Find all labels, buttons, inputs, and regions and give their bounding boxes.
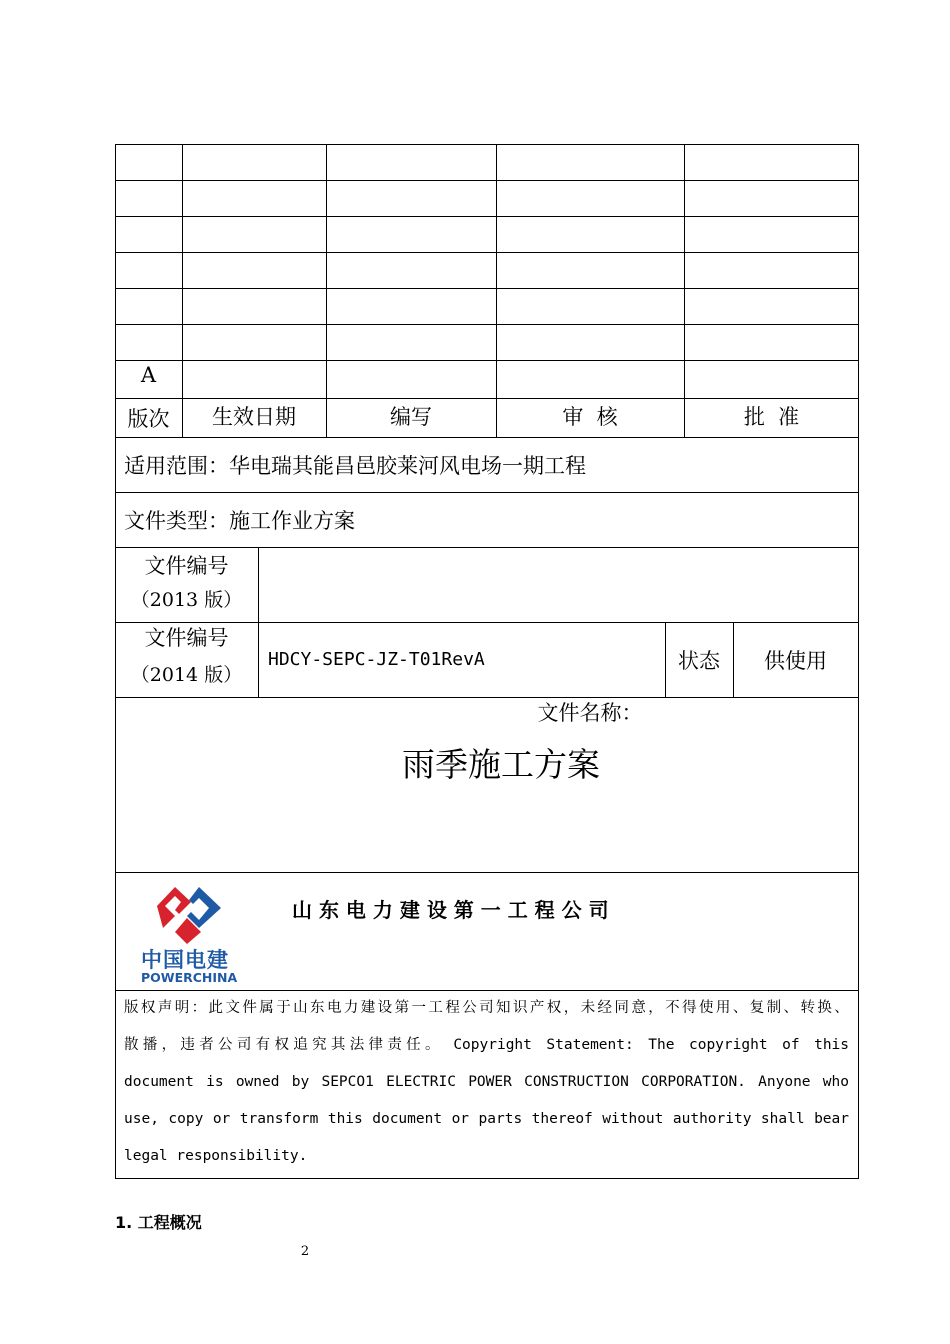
scope-text: 适用范围：华电瑞其能昌邑胶莱河风电场一期工程 <box>124 453 586 478</box>
section-heading: 1. 工程概况 <box>115 1213 202 1232</box>
doc-no-2014-label <box>115 622 258 697</box>
copyright-statement <box>124 990 849 1176</box>
header-review: 审 核 <box>562 404 618 429</box>
doc-name-label: 文件名称： <box>537 701 643 725</box>
status-value: 供使用 <box>764 648 827 673</box>
doc-title: 雨季施工方案 <box>402 744 600 784</box>
doc-no-2014-value: HDCY-SEPC-JZ-T01RevA <box>268 649 485 670</box>
doc-no-2013-line1: 文件编号 <box>144 554 229 578</box>
doc-no-2013-label <box>115 547 258 622</box>
doc-no-2014-line2: （2014 版） <box>130 663 243 686</box>
powerchina-logo <box>135 880 245 988</box>
copyright-line-2-en: Copyright Statement: The copyright of this <box>453 1037 850 1053</box>
doc-no-2013-line2: （2013 版） <box>130 588 243 611</box>
powerchina-logo-icon <box>135 880 245 952</box>
header-effective-date: 生效日期 <box>212 404 296 429</box>
logo-text-cn: 中国电建 <box>141 948 229 972</box>
doc-no-2013-value <box>268 547 848 622</box>
copyright-line-4: use, copy or transform this document or parts thereof without authority shall bear <box>124 1111 849 1127</box>
copyright-line-5: legal responsibility. <box>124 1148 308 1164</box>
logo-text-en: POWERCHINA <box>141 970 238 985</box>
doc-type-text: 文件类型：施工作业方案 <box>124 508 355 533</box>
page-number: 2 <box>300 1244 310 1259</box>
copyright-line-1: 版权声明：此文件属于山东电力建设第一工程公司知识产权，未经同意，不得使用、复制、转换、 <box>124 1000 849 1016</box>
doc-no-2014-line1: 文件编号 <box>144 626 229 650</box>
header-revision: 版次 <box>127 406 170 431</box>
company-name: 山 东 电 力 建 设 第 一 工 程 公 司 <box>292 897 609 922</box>
copyright-line-3: document is owned by SEPCO1 ELECTRIC POWER CONSTRUCTION CORPORATION. Anyone who <box>124 1074 849 1090</box>
revision-value: A <box>140 363 157 387</box>
copyright-line-2 <box>124 1027 849 1064</box>
copyright-line-2-cn: 散播，违者公司有权追究其法律责任。 <box>124 1037 444 1053</box>
header-written: 编写 <box>390 404 432 429</box>
header-approve: 批 准 <box>743 404 800 429</box>
status-label: 状态 <box>678 648 720 673</box>
